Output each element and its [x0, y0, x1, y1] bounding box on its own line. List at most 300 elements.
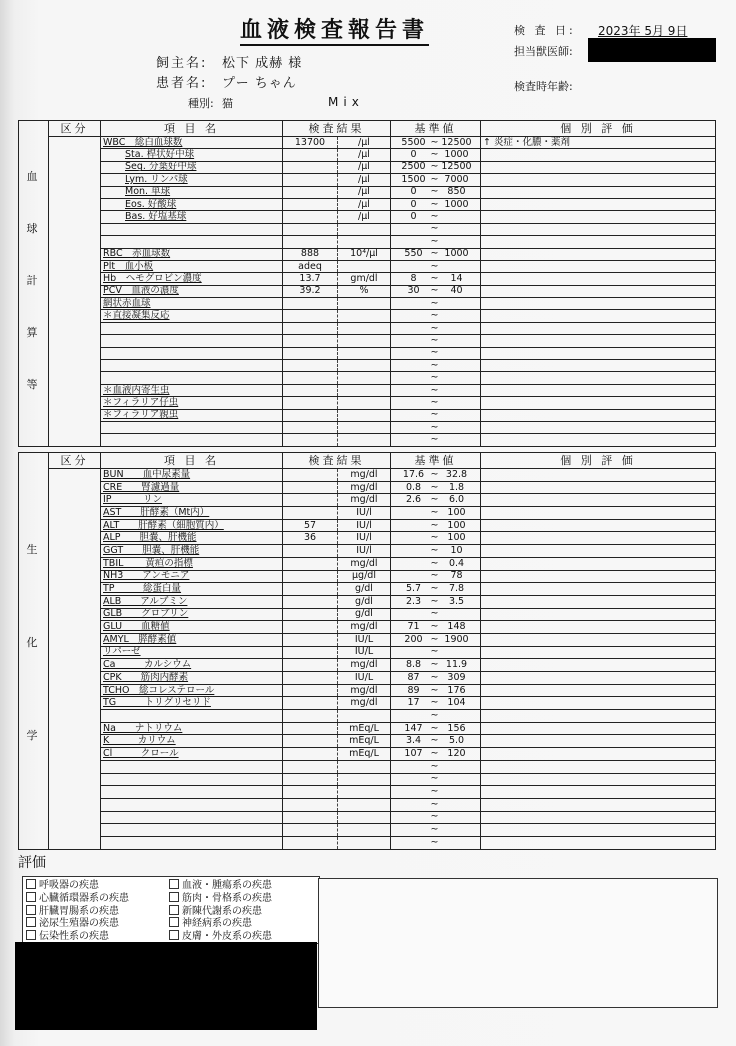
result-value[interactable]: [283, 633, 338, 646]
result-value[interactable]: 13.7: [283, 273, 338, 285]
reference-range: [391, 608, 481, 621]
individual-evaluation[interactable]: [481, 583, 716, 596]
table-row: [19, 335, 716, 347]
tilde-separator: ~: [430, 824, 439, 836]
table-row: [19, 773, 716, 786]
result-unit: %: [338, 285, 391, 297]
individual-evaluation[interactable]: [481, 384, 716, 396]
reference-range: [391, 684, 481, 697]
tilde-separator: ~: [430, 633, 439, 645]
individual-evaluation[interactable]: [481, 570, 716, 583]
tilde-separator: ~: [430, 409, 439, 421]
individual-evaluation[interactable]: [481, 347, 716, 359]
result-value[interactable]: [283, 557, 338, 570]
individual-evaluation[interactable]: [481, 735, 716, 748]
result-value[interactable]: [283, 608, 338, 621]
result-unit: /μl: [338, 161, 391, 173]
result-value[interactable]: [283, 583, 338, 596]
individual-evaluation[interactable]: [481, 397, 716, 409]
table-header-row: [19, 453, 716, 469]
item-name: [101, 236, 283, 248]
individual-evaluation[interactable]: [481, 824, 716, 837]
item-name: GGT 胆嚢、肝機能: [101, 545, 283, 558]
individual-evaluation[interactable]: [481, 545, 716, 558]
tilde-separator: ~: [430, 621, 439, 633]
reference-low: 17: [407, 697, 420, 709]
reference-range: [391, 149, 481, 161]
reference-range: [391, 710, 481, 723]
report-title: 血液検査報告書: [240, 18, 429, 46]
result-unit: IU/L: [338, 633, 391, 646]
result-value[interactable]: [283, 798, 338, 811]
reference-range: [391, 298, 481, 310]
result-value[interactable]: [283, 236, 338, 248]
reference-range: [391, 672, 481, 685]
individual-evaluation[interactable]: [481, 260, 716, 272]
result-value[interactable]: 888: [283, 248, 338, 260]
result-unit: mg/dl: [338, 659, 391, 672]
tilde-separator: ~: [430, 149, 439, 161]
item-name: RBC 赤血球数: [101, 248, 283, 260]
tilde-separator: ~: [430, 136, 439, 148]
individual-evaluation[interactable]: [481, 481, 716, 494]
result-value[interactable]: [283, 335, 338, 347]
result-value[interactable]: [283, 646, 338, 659]
table-row: [19, 421, 716, 433]
tilde-separator: ~: [430, 659, 439, 671]
individual-evaluation[interactable]: [481, 273, 716, 285]
result-value[interactable]: [283, 722, 338, 735]
checkbox-icon[interactable]: [26, 905, 36, 915]
disease-checkbox[interactable]: [169, 905, 262, 918]
reference-high: 100: [447, 519, 466, 531]
col-header-category: 区分: [49, 453, 101, 469]
individual-evaluation[interactable]: [481, 469, 716, 482]
result-value[interactable]: [283, 595, 338, 608]
blood-count-table: [18, 120, 716, 447]
item-name: ＊フィラリア仔虫: [101, 397, 283, 409]
individual-evaluation[interactable]: [481, 722, 716, 735]
table-row: [19, 532, 716, 545]
result-unit: g/dl: [338, 608, 391, 621]
result-unit: mg/dl: [338, 481, 391, 494]
item-name: Sta. 桿状好中球: [101, 149, 283, 161]
tilde-separator: ~: [430, 310, 439, 322]
disease-checkbox[interactable]: [169, 892, 272, 905]
result-unit: [338, 760, 391, 773]
individual-evaluation[interactable]: [481, 310, 716, 322]
individual-evaluation[interactable]: [481, 519, 716, 532]
result-value[interactable]: 57: [283, 519, 338, 532]
result-unit: [338, 786, 391, 799]
individual-evaluation[interactable]: [481, 710, 716, 723]
section-label-char: 血: [26, 170, 41, 183]
disease-checkbox[interactable]: [26, 905, 119, 918]
individual-evaluation[interactable]: [481, 360, 716, 372]
result-value[interactable]: [283, 684, 338, 697]
reference-high: 10: [450, 544, 463, 556]
reference-high: 850: [447, 186, 466, 198]
disease-checkbox[interactable]: [26, 879, 99, 892]
table-row: [19, 211, 716, 223]
result-value[interactable]: [283, 421, 338, 433]
reference-range: [391, 595, 481, 608]
result-unit: [338, 434, 391, 446]
reference-low: 3.4: [405, 735, 422, 747]
result-value[interactable]: [283, 735, 338, 748]
individual-evaluation[interactable]: [481, 434, 716, 446]
disease-checkbox[interactable]: [169, 917, 252, 930]
result-unit: [338, 347, 391, 359]
table-row: [19, 174, 716, 186]
result-unit: mEq/L: [338, 722, 391, 735]
individual-evaluation[interactable]: [481, 494, 716, 507]
result-unit: [338, 360, 391, 372]
result-unit: /μl: [338, 186, 391, 198]
individual-evaluation[interactable]: [481, 298, 716, 310]
individual-evaluation[interactable]: [481, 161, 716, 173]
item-name: [101, 760, 283, 773]
table-row: [19, 298, 716, 310]
col-header-item: 項 目 名: [101, 121, 283, 137]
checkbox-icon[interactable]: [26, 930, 36, 940]
tilde-separator: ~: [430, 709, 439, 721]
checkbox-icon[interactable]: [26, 917, 36, 927]
section-label-char: 化: [26, 636, 41, 649]
table-row: [19, 557, 716, 570]
result-value[interactable]: [283, 621, 338, 634]
result-value[interactable]: [283, 186, 338, 198]
table-row: [19, 684, 716, 697]
tilde-separator: ~: [430, 372, 439, 384]
reference-range: [391, 174, 481, 186]
reference-range: [391, 335, 481, 347]
checkbox-label: 血液・腫瘍系の疾患: [182, 880, 272, 891]
species-value: 猫: [222, 97, 233, 110]
result-value[interactable]: adeq: [283, 260, 338, 272]
result-value[interactable]: [283, 211, 338, 223]
result-value[interactable]: [283, 434, 338, 446]
table-row: [19, 310, 716, 322]
item-name: 網状赤血球: [101, 298, 283, 310]
col-header-item: 項 目 名: [101, 453, 283, 469]
reference-range: [391, 697, 481, 710]
individual-evaluation[interactable]: [481, 557, 716, 570]
result-unit: IU/l: [338, 532, 391, 545]
individual-evaluation[interactable]: [481, 633, 716, 646]
table-row: [19, 186, 716, 198]
result-value[interactable]: [283, 384, 338, 396]
reference-range: [391, 236, 481, 248]
reference-range: [391, 748, 481, 761]
individual-evaluation[interactable]: [481, 248, 716, 260]
reference-low: 71: [407, 621, 420, 633]
item-name: [101, 372, 283, 384]
tilde-separator: ~: [430, 646, 439, 658]
result-value[interactable]: [283, 697, 338, 710]
table-row: [19, 409, 716, 421]
age-label: 検査時年齢:: [514, 80, 573, 93]
reference-high: 309: [447, 671, 466, 683]
individual-evaluation[interactable]: [481, 697, 716, 710]
tilde-separator: ~: [430, 786, 439, 798]
individual-evaluation[interactable]: [481, 659, 716, 672]
result-value[interactable]: [283, 372, 338, 384]
reference-range: [391, 137, 481, 149]
result-value[interactable]: [283, 409, 338, 421]
result-value[interactable]: [283, 672, 338, 685]
result-value[interactable]: [283, 298, 338, 310]
item-name: TCHO 総コレステロール: [101, 684, 283, 697]
category-cell: [49, 469, 101, 850]
individual-evaluation[interactable]: ↑ 炎症・化膿・薬剤: [481, 137, 716, 149]
checkbox-label: 肝臓胃腸系の疾患: [39, 905, 119, 917]
individual-evaluation[interactable]: [481, 798, 716, 811]
individual-evaluation[interactable]: [481, 198, 716, 210]
reference-low: 2500: [401, 161, 426, 173]
individual-evaluation[interactable]: [481, 608, 716, 621]
individual-evaluation[interactable]: [481, 211, 716, 223]
result-unit: [338, 322, 391, 334]
item-name: [101, 798, 283, 811]
item-name: [101, 811, 283, 824]
table-row: [19, 570, 716, 583]
result-value[interactable]: [283, 570, 338, 583]
col-header-result: 検査結果: [283, 121, 391, 137]
table-header-row: [19, 121, 716, 137]
tilde-separator: ~: [430, 297, 439, 309]
individual-evaluation[interactable]: [481, 836, 716, 849]
section-label-char: 球: [26, 222, 41, 235]
individual-evaluation[interactable]: [481, 186, 716, 198]
reference-low: 550: [404, 248, 423, 260]
reference-range: [391, 786, 481, 799]
item-name: CRE 腎濾過量: [101, 481, 283, 494]
reference-low: 8.8: [405, 659, 422, 671]
table-row: [19, 798, 716, 811]
reference-range: [391, 409, 481, 421]
table-row: [19, 149, 716, 161]
checkbox-icon[interactable]: [26, 892, 36, 902]
section-label-char: 計: [26, 274, 41, 287]
individual-evaluation[interactable]: [481, 684, 716, 697]
result-value[interactable]: [283, 507, 338, 520]
result-value[interactable]: [283, 360, 338, 372]
result-value[interactable]: [283, 174, 338, 186]
checkbox-icon[interactable]: [169, 892, 179, 902]
table-row: [19, 824, 716, 837]
tilde-separator: ~: [430, 285, 439, 297]
result-value[interactable]: [283, 469, 338, 482]
section-label-char: 算: [26, 326, 41, 339]
disease-checkbox[interactable]: [26, 917, 119, 930]
table-row: [19, 384, 716, 396]
table-row: [19, 322, 716, 334]
result-value[interactable]: [283, 824, 338, 837]
result-value[interactable]: [283, 347, 338, 359]
reference-high: 12500: [441, 161, 472, 173]
patient-label: 患者名:: [156, 76, 208, 91]
item-name: K カリウム: [101, 735, 283, 748]
result-value[interactable]: [283, 223, 338, 235]
checkbox-icon[interactable]: [26, 879, 36, 889]
item-name: ALP 胆嚢、肝機能: [101, 532, 283, 545]
category-cell: [49, 137, 101, 447]
evaluation-comment-box[interactable]: [318, 878, 718, 1008]
reference-low: 0: [410, 149, 417, 161]
redacted-block: [15, 942, 317, 1030]
individual-evaluation[interactable]: [481, 285, 716, 297]
result-value[interactable]: [283, 773, 338, 786]
tilde-separator: ~: [430, 481, 439, 493]
tilde-separator: ~: [430, 532, 439, 544]
item-name: Bas. 好塩基球: [101, 211, 283, 223]
reference-range: [391, 285, 481, 297]
reference-high: 7.8: [448, 583, 465, 595]
result-unit: [338, 824, 391, 837]
result-value[interactable]: [283, 481, 338, 494]
table-row: [19, 198, 716, 210]
tilde-separator: ~: [430, 697, 439, 709]
table-row: [19, 434, 716, 446]
individual-evaluation[interactable]: [481, 174, 716, 186]
result-value[interactable]: [283, 811, 338, 824]
result-value[interactable]: [283, 760, 338, 773]
item-name: Eos. 好酸球: [101, 198, 283, 210]
table-row: [19, 236, 716, 248]
table-row: [19, 469, 716, 482]
table-row: [19, 811, 716, 824]
reference-low: 0: [410, 198, 417, 210]
checkbox-icon[interactable]: [169, 905, 179, 915]
reference-range: [391, 773, 481, 786]
individual-evaluation[interactable]: [481, 672, 716, 685]
item-name: [101, 322, 283, 334]
individual-evaluation[interactable]: [481, 760, 716, 773]
result-value[interactable]: [283, 659, 338, 672]
result-unit: [338, 310, 391, 322]
result-value[interactable]: [283, 149, 338, 161]
result-value[interactable]: [283, 310, 338, 322]
result-unit: [338, 223, 391, 235]
result-value[interactable]: [283, 836, 338, 849]
table-row: [19, 507, 716, 520]
result-value[interactable]: [283, 710, 338, 723]
individual-evaluation[interactable]: [481, 532, 716, 545]
individual-evaluation[interactable]: [481, 621, 716, 634]
result-value[interactable]: [283, 198, 338, 210]
individual-evaluation[interactable]: [481, 646, 716, 659]
checkbox-icon[interactable]: [169, 879, 179, 889]
owner-name: 松下 成赫 様: [222, 56, 303, 71]
result-value[interactable]: [283, 748, 338, 761]
item-name: [101, 773, 283, 786]
tilde-separator: ~: [430, 359, 439, 371]
table-row: [19, 347, 716, 359]
individual-evaluation[interactable]: [481, 507, 716, 520]
tilde-separator: ~: [430, 798, 439, 810]
result-unit: [338, 836, 391, 849]
reference-high: 176: [447, 684, 466, 696]
table-row: [19, 608, 716, 621]
individual-evaluation[interactable]: [481, 595, 716, 608]
table-row: [19, 710, 716, 723]
result-unit: gm/dl: [338, 273, 391, 285]
disease-checklist: [22, 876, 320, 944]
breed-value: Mix: [328, 95, 364, 109]
disease-checkbox[interactable]: [26, 892, 129, 905]
reference-range: [391, 507, 481, 520]
table-row: [19, 659, 716, 672]
result-unit: IU/L: [338, 646, 391, 659]
individual-evaluation[interactable]: [481, 223, 716, 235]
individual-evaluation[interactable]: [481, 748, 716, 761]
reference-low: 1500: [401, 173, 426, 185]
reference-high: 120: [447, 747, 466, 759]
table-row: [19, 273, 716, 285]
reference-low: 87: [407, 671, 420, 683]
item-name: ＊フィラリア親虫: [101, 409, 283, 421]
individual-evaluation[interactable]: [481, 421, 716, 433]
tilde-separator: ~: [430, 760, 439, 772]
individual-evaluation[interactable]: [481, 786, 716, 799]
reference-high: 156: [447, 722, 466, 734]
table-row: [19, 137, 716, 149]
table-row: [19, 646, 716, 659]
individual-evaluation[interactable]: [481, 773, 716, 786]
result-value[interactable]: [283, 494, 338, 507]
reference-high: 3.5: [448, 595, 465, 607]
result-value[interactable]: [283, 161, 338, 173]
item-name: Plt 血小板: [101, 260, 283, 272]
reference-range: [391, 211, 481, 223]
individual-evaluation[interactable]: [481, 236, 716, 248]
result-unit: mg/dl: [338, 557, 391, 570]
result-unit: IU/l: [338, 545, 391, 558]
item-name: NH3 アンモニア: [101, 570, 283, 583]
result-unit: mg/dl: [338, 469, 391, 482]
reference-high: 1000: [444, 198, 469, 210]
individual-evaluation[interactable]: [481, 811, 716, 824]
individual-evaluation[interactable]: [481, 409, 716, 421]
reference-range: [391, 570, 481, 583]
blood-section-label: [19, 121, 49, 447]
col-header-result: 検査結果: [283, 453, 391, 469]
reference-high: 1000: [444, 248, 469, 260]
result-value[interactable]: 13700: [283, 137, 338, 149]
disease-checkbox[interactable]: [169, 879, 272, 892]
checkbox-icon[interactable]: [169, 930, 179, 940]
result-value[interactable]: [283, 545, 338, 558]
individual-evaluation[interactable]: [481, 372, 716, 384]
result-value[interactable]: 36: [283, 532, 338, 545]
individual-evaluation[interactable]: [481, 149, 716, 161]
result-value[interactable]: [283, 397, 338, 409]
result-value[interactable]: 39.2: [283, 285, 338, 297]
exam-date-value: 2023年 5月 9日: [598, 24, 688, 38]
individual-evaluation[interactable]: [481, 335, 716, 347]
item-name: [101, 836, 283, 849]
individual-evaluation[interactable]: [481, 322, 716, 334]
table-row: [19, 836, 716, 849]
tilde-separator: ~: [430, 570, 439, 582]
item-name: WBC 総白血球数: [101, 137, 283, 149]
item-name: Na ナトリウム: [101, 722, 283, 735]
checkbox-icon[interactable]: [169, 917, 179, 927]
result-value[interactable]: [283, 322, 338, 334]
result-value[interactable]: [283, 786, 338, 799]
item-name: [101, 824, 283, 837]
